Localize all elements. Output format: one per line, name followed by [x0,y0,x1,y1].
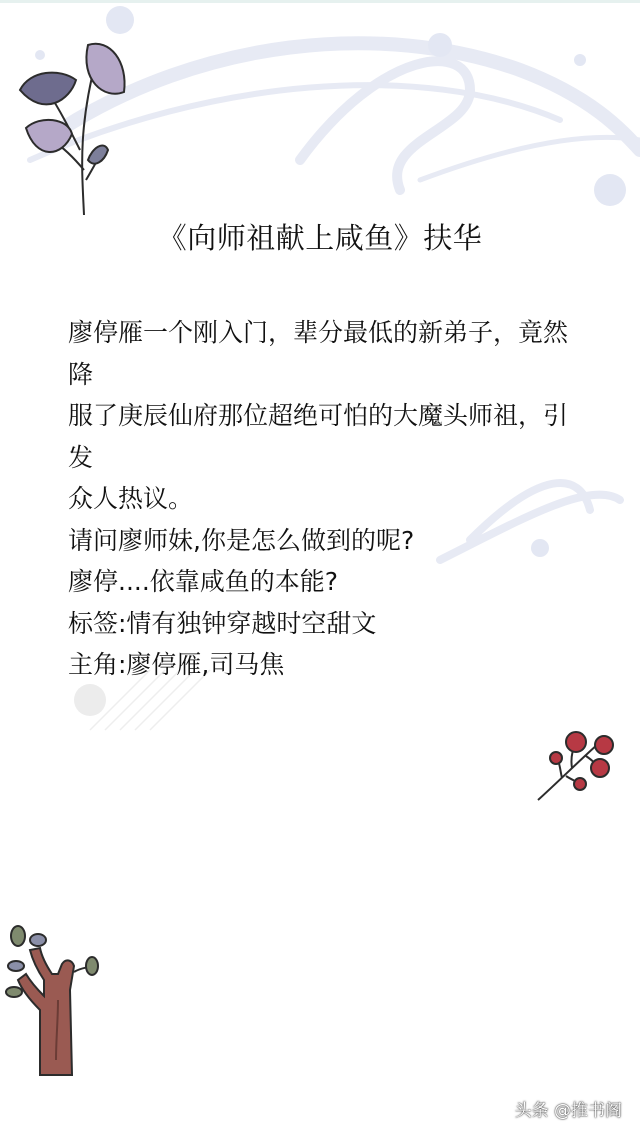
body-line: 发 [68,442,94,472]
body-line: 廖停....依靠咸鱼的本能? [68,567,339,596]
body-line: 降 [68,359,94,389]
body-line: 服了庚辰仙府那位超绝可怕的大魔头师祖，引 [68,401,569,430]
ink-blot [74,684,106,716]
body-line: 廖停雁一个刚入门，辈分最低的新弟子，竟然 [68,318,569,347]
article-body [68,312,608,686]
protagonists-line: 主角:廖停雁,司马焦 [68,650,285,679]
body-line: 请问廖师妹,你是怎么做到的呢? [68,525,415,555]
book-title: 《向师祖献上咸鱼》扶华 [157,221,483,255]
tree-stump-icon [6,926,98,1075]
berry-branch-icon [538,732,613,800]
body-line: 众人热议。 [68,484,194,513]
tags-line: 标签:情有独钟穿越时空甜文 [68,608,377,638]
watermark: 头条 @推书阁 [514,1101,622,1121]
